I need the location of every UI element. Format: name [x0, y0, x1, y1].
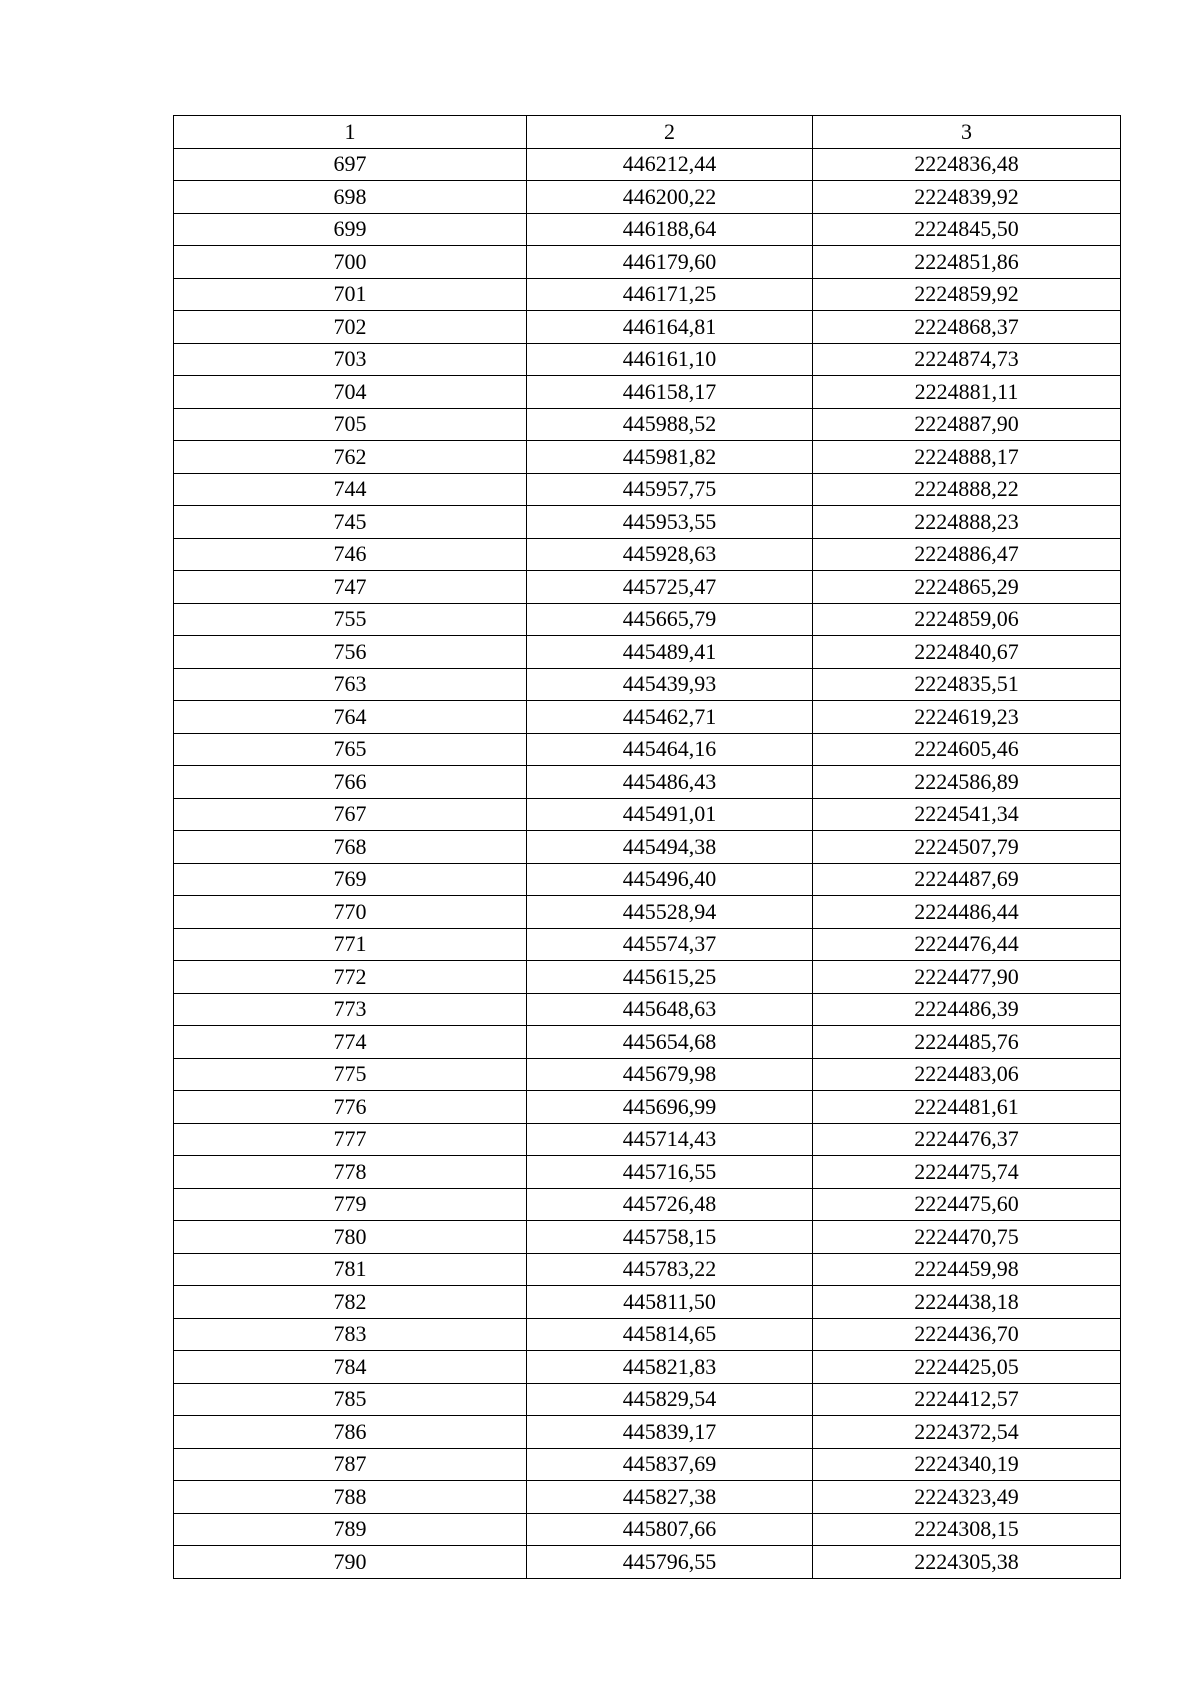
table-header-row [174, 116, 1121, 149]
table-row [174, 603, 1121, 636]
table-row [174, 766, 1121, 799]
y-coordinate-cell: 2224839,92 [813, 181, 1121, 214]
point-number-cell: 746 [174, 538, 527, 571]
table-row [174, 1253, 1121, 1286]
y-coordinate-cell: 2224851,86 [813, 246, 1121, 279]
y-coordinate-cell: 2224487,69 [813, 863, 1121, 896]
coordinates-table [173, 115, 1121, 1579]
x-coordinate-cell: 445814,65 [527, 1318, 813, 1351]
table-row [174, 278, 1121, 311]
y-coordinate-cell: 2224868,37 [813, 311, 1121, 344]
table-row [174, 668, 1121, 701]
y-coordinate-cell: 2224507,79 [813, 831, 1121, 864]
point-number-cell: 789 [174, 1513, 527, 1546]
x-coordinate-cell: 445615,25 [527, 961, 813, 994]
x-coordinate-cell: 445981,82 [527, 441, 813, 474]
point-number-cell: 788 [174, 1481, 527, 1514]
point-number-cell: 771 [174, 928, 527, 961]
y-coordinate-cell: 2224859,06 [813, 603, 1121, 636]
y-coordinate-cell: 2224481,61 [813, 1091, 1121, 1124]
table-row [174, 1091, 1121, 1124]
table-row [174, 636, 1121, 669]
point-number-cell: 777 [174, 1123, 527, 1156]
x-coordinate-cell: 446158,17 [527, 376, 813, 409]
table-row [174, 538, 1121, 571]
point-number-cell: 703 [174, 343, 527, 376]
point-number-cell: 755 [174, 603, 527, 636]
point-number-cell: 774 [174, 1026, 527, 1059]
y-coordinate-cell: 2224888,17 [813, 441, 1121, 474]
point-number-cell: 776 [174, 1091, 527, 1124]
point-number-cell: 700 [174, 246, 527, 279]
x-coordinate-cell: 445726,48 [527, 1188, 813, 1221]
table-row [174, 961, 1121, 994]
point-number-cell: 783 [174, 1318, 527, 1351]
table-row [174, 1188, 1121, 1221]
y-coordinate-cell: 2224845,50 [813, 213, 1121, 246]
table-row [174, 1058, 1121, 1091]
y-coordinate-cell: 2224486,44 [813, 896, 1121, 929]
table-row [174, 863, 1121, 896]
point-number-cell: 778 [174, 1156, 527, 1189]
x-coordinate-cell: 445489,41 [527, 636, 813, 669]
y-coordinate-cell: 2224605,46 [813, 733, 1121, 766]
column-header-3: 3 [813, 116, 1121, 149]
table-row [174, 571, 1121, 604]
point-number-cell: 699 [174, 213, 527, 246]
y-coordinate-cell: 2224586,89 [813, 766, 1121, 799]
x-coordinate-cell: 445953,55 [527, 506, 813, 539]
y-coordinate-cell: 2224486,39 [813, 993, 1121, 1026]
table-row [174, 831, 1121, 864]
point-number-cell: 768 [174, 831, 527, 864]
table-row [174, 1318, 1121, 1351]
table-row [174, 1513, 1121, 1546]
table-row [174, 1026, 1121, 1059]
table-row [174, 343, 1121, 376]
table-row [174, 181, 1121, 214]
x-coordinate-cell: 445811,50 [527, 1286, 813, 1319]
x-coordinate-cell: 445783,22 [527, 1253, 813, 1286]
y-coordinate-cell: 2224865,29 [813, 571, 1121, 604]
table-body [174, 148, 1121, 1578]
table-row [174, 148, 1121, 181]
point-number-cell: 781 [174, 1253, 527, 1286]
point-number-cell: 764 [174, 701, 527, 734]
x-coordinate-cell: 445439,93 [527, 668, 813, 701]
x-coordinate-cell: 445648,63 [527, 993, 813, 1026]
x-coordinate-cell: 445714,43 [527, 1123, 813, 1156]
table-row [174, 1481, 1121, 1514]
point-number-cell: 775 [174, 1058, 527, 1091]
table-row [174, 1351, 1121, 1384]
x-coordinate-cell: 446212,44 [527, 148, 813, 181]
point-number-cell: 745 [174, 506, 527, 539]
point-number-cell: 770 [174, 896, 527, 929]
x-coordinate-cell: 445807,66 [527, 1513, 813, 1546]
table-row [174, 246, 1121, 279]
y-coordinate-cell: 2224470,75 [813, 1221, 1121, 1254]
x-coordinate-cell: 445821,83 [527, 1351, 813, 1384]
point-number-cell: 756 [174, 636, 527, 669]
point-number-cell: 790 [174, 1546, 527, 1579]
table-row [174, 506, 1121, 539]
x-coordinate-cell: 445496,40 [527, 863, 813, 896]
table-row [174, 701, 1121, 734]
y-coordinate-cell: 2224425,05 [813, 1351, 1121, 1384]
x-coordinate-cell: 445716,55 [527, 1156, 813, 1189]
y-coordinate-cell: 2224436,70 [813, 1318, 1121, 1351]
x-coordinate-cell: 445829,54 [527, 1383, 813, 1416]
table-row [174, 1416, 1121, 1449]
point-number-cell: 782 [174, 1286, 527, 1319]
table-row [174, 213, 1121, 246]
y-coordinate-cell: 2224476,44 [813, 928, 1121, 961]
y-coordinate-cell: 2224888,22 [813, 473, 1121, 506]
x-coordinate-cell: 445839,17 [527, 1416, 813, 1449]
x-coordinate-cell: 445464,16 [527, 733, 813, 766]
point-number-cell: 767 [174, 798, 527, 831]
x-coordinate-cell: 445654,68 [527, 1026, 813, 1059]
y-coordinate-cell: 2224438,18 [813, 1286, 1121, 1319]
x-coordinate-cell: 446161,10 [527, 343, 813, 376]
x-coordinate-cell: 445679,98 [527, 1058, 813, 1091]
x-coordinate-cell: 445574,37 [527, 928, 813, 961]
y-coordinate-cell: 2224475,60 [813, 1188, 1121, 1221]
point-number-cell: 779 [174, 1188, 527, 1221]
point-number-cell: 786 [174, 1416, 527, 1449]
y-coordinate-cell: 2224886,47 [813, 538, 1121, 571]
table-row [174, 928, 1121, 961]
point-number-cell: 766 [174, 766, 527, 799]
table-row [174, 1546, 1121, 1579]
y-coordinate-cell: 2224835,51 [813, 668, 1121, 701]
y-coordinate-cell: 2224477,90 [813, 961, 1121, 994]
y-coordinate-cell: 2224859,92 [813, 278, 1121, 311]
y-coordinate-cell: 2224305,38 [813, 1546, 1121, 1579]
x-coordinate-cell: 445491,01 [527, 798, 813, 831]
y-coordinate-cell: 2224372,54 [813, 1416, 1121, 1449]
point-number-cell: 744 [174, 473, 527, 506]
y-coordinate-cell: 2224412,57 [813, 1383, 1121, 1416]
x-coordinate-cell: 445665,79 [527, 603, 813, 636]
column-header-2: 2 [527, 116, 813, 149]
y-coordinate-cell: 2224323,49 [813, 1481, 1121, 1514]
table-row [174, 311, 1121, 344]
y-coordinate-cell: 2224836,48 [813, 148, 1121, 181]
point-number-cell: 785 [174, 1383, 527, 1416]
point-number-cell: 747 [174, 571, 527, 604]
y-coordinate-cell: 2224840,67 [813, 636, 1121, 669]
point-number-cell: 765 [174, 733, 527, 766]
y-coordinate-cell: 2224881,11 [813, 376, 1121, 409]
y-coordinate-cell: 2224874,73 [813, 343, 1121, 376]
x-coordinate-cell: 445528,94 [527, 896, 813, 929]
y-coordinate-cell: 2224887,90 [813, 408, 1121, 441]
x-coordinate-cell: 445827,38 [527, 1481, 813, 1514]
x-coordinate-cell: 445928,63 [527, 538, 813, 571]
table-row [174, 993, 1121, 1026]
x-coordinate-cell: 445696,99 [527, 1091, 813, 1124]
y-coordinate-cell: 2224459,98 [813, 1253, 1121, 1286]
x-coordinate-cell: 445988,52 [527, 408, 813, 441]
y-coordinate-cell: 2224541,34 [813, 798, 1121, 831]
x-coordinate-cell: 446188,64 [527, 213, 813, 246]
x-coordinate-cell: 446171,25 [527, 278, 813, 311]
table-row [174, 733, 1121, 766]
y-coordinate-cell: 2224308,15 [813, 1513, 1121, 1546]
table-row [174, 473, 1121, 506]
x-coordinate-cell: 445486,43 [527, 766, 813, 799]
point-number-cell: 780 [174, 1221, 527, 1254]
point-number-cell: 773 [174, 993, 527, 1026]
table-row [174, 1123, 1121, 1156]
table-row [174, 1156, 1121, 1189]
point-number-cell: 697 [174, 148, 527, 181]
x-coordinate-cell: 445462,71 [527, 701, 813, 734]
point-number-cell: 701 [174, 278, 527, 311]
y-coordinate-cell: 2224340,19 [813, 1448, 1121, 1481]
point-number-cell: 762 [174, 441, 527, 474]
table-row [174, 1383, 1121, 1416]
table-row [174, 408, 1121, 441]
table-row [174, 1286, 1121, 1319]
table-row [174, 896, 1121, 929]
x-coordinate-cell: 446164,81 [527, 311, 813, 344]
point-number-cell: 769 [174, 863, 527, 896]
table-row [174, 441, 1121, 474]
point-number-cell: 705 [174, 408, 527, 441]
x-coordinate-cell: 445758,15 [527, 1221, 813, 1254]
y-coordinate-cell: 2224485,76 [813, 1026, 1121, 1059]
point-number-cell: 698 [174, 181, 527, 214]
y-coordinate-cell: 2224888,23 [813, 506, 1121, 539]
table-row [174, 1448, 1121, 1481]
point-number-cell: 704 [174, 376, 527, 409]
table-row [174, 376, 1121, 409]
x-coordinate-cell: 445494,38 [527, 831, 813, 864]
x-coordinate-cell: 445796,55 [527, 1546, 813, 1579]
column-header-1: 1 [174, 116, 527, 149]
x-coordinate-cell: 446200,22 [527, 181, 813, 214]
point-number-cell: 787 [174, 1448, 527, 1481]
point-number-cell: 784 [174, 1351, 527, 1384]
y-coordinate-cell: 2224476,37 [813, 1123, 1121, 1156]
x-coordinate-cell: 445725,47 [527, 571, 813, 604]
point-number-cell: 772 [174, 961, 527, 994]
x-coordinate-cell: 446179,60 [527, 246, 813, 279]
point-number-cell: 702 [174, 311, 527, 344]
y-coordinate-cell: 2224475,74 [813, 1156, 1121, 1189]
table-row [174, 798, 1121, 831]
table-row [174, 1221, 1121, 1254]
y-coordinate-cell: 2224483,06 [813, 1058, 1121, 1091]
y-coordinate-cell: 2224619,23 [813, 701, 1121, 734]
point-number-cell: 763 [174, 668, 527, 701]
x-coordinate-cell: 445957,75 [527, 473, 813, 506]
x-coordinate-cell: 445837,69 [527, 1448, 813, 1481]
